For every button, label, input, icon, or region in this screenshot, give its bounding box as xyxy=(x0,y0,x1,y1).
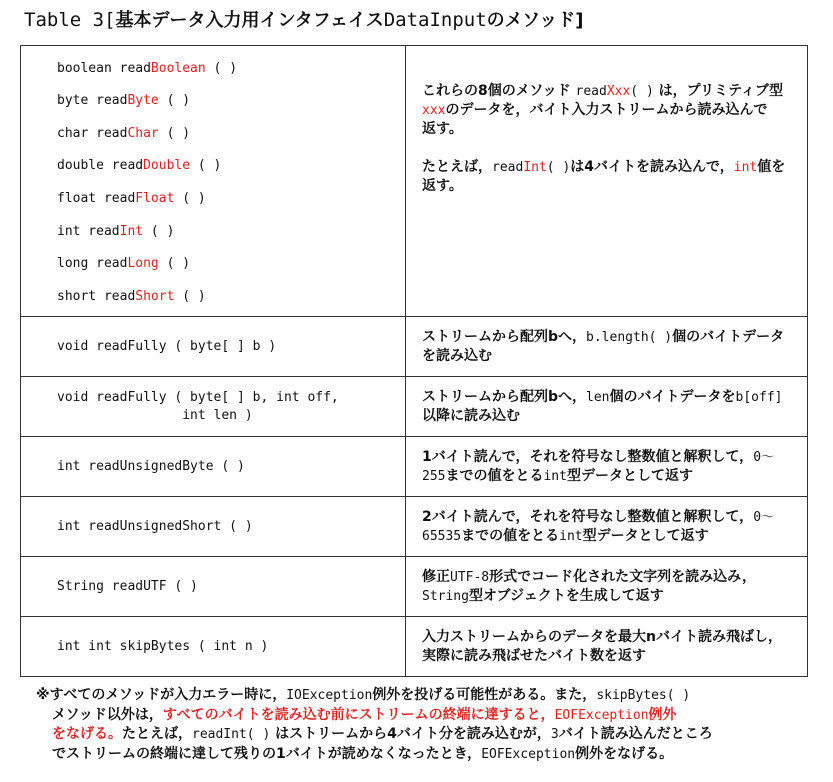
text-run: EOFException xyxy=(481,746,576,762)
text-run: 1バイト読んで，それを符号なし整数値と解釈して， xyxy=(422,448,754,465)
text-run: は，プリミティブ型 xyxy=(653,83,783,99)
text-run: char read xyxy=(57,125,128,141)
method-signature xyxy=(57,248,405,281)
method-description-cell xyxy=(406,317,808,377)
text-run: b[off] xyxy=(735,389,783,405)
text-run: ストリームから配列bへ， xyxy=(422,328,587,345)
text-run: はストリームから4バイト分を読み込むが， xyxy=(270,726,551,742)
text-run: ( ) xyxy=(546,160,571,175)
text-run: ( ) xyxy=(205,60,238,76)
method-signature xyxy=(57,118,405,151)
description-line xyxy=(422,82,801,101)
method-signature xyxy=(57,85,405,118)
text-run: Int xyxy=(119,223,144,239)
method-description xyxy=(422,568,801,606)
text-run: Byte xyxy=(127,93,159,109)
text-run: 形式でコード化された文字列を読み込み， xyxy=(489,568,756,585)
title-prefix: Table 3[ xyxy=(24,9,116,31)
text-run: readInt( ) xyxy=(192,727,271,742)
title-suffix: のメソッド] xyxy=(486,10,584,31)
method-description-cell xyxy=(406,497,808,557)
text-run: 返す。 xyxy=(422,178,463,194)
footnote-line xyxy=(36,686,826,706)
description-line xyxy=(422,101,801,120)
text-run: int xyxy=(559,528,583,544)
text-run: 実際に読み飛ばせたバイト数を返す xyxy=(422,647,646,664)
description-line xyxy=(422,508,801,527)
text-run: 0〜 xyxy=(753,449,775,465)
method-signature-cell xyxy=(21,317,406,377)
text-run: 0〜 xyxy=(753,509,775,525)
method-signature-cell xyxy=(21,497,406,557)
text-run: read xyxy=(575,84,607,99)
text-run: ストリームから配列bへ， xyxy=(422,388,587,405)
text-run: ( ) xyxy=(174,288,206,304)
text-run: UTF-8 xyxy=(450,569,490,585)
text-run: ( ) xyxy=(190,158,222,174)
title-class-name: DataInput xyxy=(383,9,487,31)
method-description xyxy=(422,328,801,366)
text-run: でストリームの終端に達して残りの1バイトが読めなくなったとき， xyxy=(52,745,482,762)
method-signature: void readFully ( byte[ ] b ) xyxy=(57,338,277,354)
method-signature-cell xyxy=(21,437,406,497)
text-run: 255 xyxy=(422,468,446,484)
text-run: 例外 xyxy=(648,706,677,723)
description-line xyxy=(422,120,801,139)
text-run: Double xyxy=(143,158,191,174)
description-line xyxy=(422,158,801,177)
description-line xyxy=(422,467,801,486)
text-run: これらの8個のメソッド xyxy=(422,83,576,99)
description-line xyxy=(422,407,801,426)
table-row xyxy=(21,497,808,557)
text-run: long read xyxy=(57,256,128,272)
text-run: Long xyxy=(127,256,159,272)
description-line xyxy=(422,587,801,606)
text-run: 例外をなげる。 xyxy=(575,745,674,762)
text-run: を読み込む xyxy=(422,347,492,364)
description-paragraph xyxy=(422,82,801,139)
text-run: 2バイト読んで，それを符号なし整数値と解釈して， xyxy=(422,508,754,525)
text-run: をなげる。 xyxy=(52,726,122,742)
text-run: 例外を投げる可能性がある。また， xyxy=(372,687,597,703)
text-run: 入力ストリームからのデータを最大nバイト読み飛ばし， xyxy=(422,628,782,645)
method-signature xyxy=(57,216,405,249)
text-run: は4バイトを読み込んで， xyxy=(570,159,734,175)
method-description xyxy=(422,508,801,546)
method-description-cell xyxy=(406,557,808,617)
text-run: までの値をとる xyxy=(445,467,544,484)
text-run: short read xyxy=(57,288,136,304)
description-line xyxy=(422,347,801,366)
text-run: Char xyxy=(127,125,159,141)
text-run: Int xyxy=(523,160,547,175)
description-line xyxy=(422,527,801,546)
text-run: float read xyxy=(57,191,136,206)
text-run: すべてのバイトを読み込む前にストリームの終端に達すると， xyxy=(162,706,555,723)
table-row xyxy=(21,317,808,377)
footnote-line xyxy=(36,725,826,745)
text-run: ( ) xyxy=(158,256,191,272)
text-run: たとえば， xyxy=(422,159,492,175)
method-description-cell xyxy=(406,46,808,317)
method-signature-cell xyxy=(21,46,406,317)
text-run: メソッド以外は， xyxy=(52,706,163,723)
text-run: 型オブジェクトを生成して返す xyxy=(468,587,664,604)
method-description-cell xyxy=(406,617,808,677)
title-jp: 基本データ入力用インタフェイス xyxy=(115,10,384,31)
text-run: double read xyxy=(57,158,144,174)
text-run: int xyxy=(733,160,758,175)
text-run: b.length( ) xyxy=(586,329,673,345)
text-run: Xxx xyxy=(606,84,631,99)
method-table xyxy=(20,45,808,677)
text-run: ( ) xyxy=(158,125,191,141)
description-line xyxy=(422,388,801,407)
text-run: ( ) xyxy=(143,223,175,239)
text-run: 3 xyxy=(550,727,559,742)
method-description xyxy=(422,388,801,426)
method-description-cell xyxy=(406,437,808,497)
description-paragraph xyxy=(422,158,801,196)
text-run: 以降に読み込む xyxy=(422,407,520,424)
footnote-line xyxy=(36,706,826,726)
footnote-line xyxy=(36,745,826,765)
text-run: EOFException xyxy=(554,707,649,723)
text-run: ( ) xyxy=(630,84,654,99)
text-run: len xyxy=(586,389,610,405)
description-line xyxy=(422,177,801,196)
method-signature xyxy=(57,281,405,314)
text-run: 型データとして返す xyxy=(566,467,693,484)
text-run: IOException xyxy=(286,688,373,703)
method-signature: String readUTF ( ) xyxy=(57,578,198,594)
method-signature xyxy=(57,53,405,86)
method-signature-cell xyxy=(21,557,406,617)
method-signature xyxy=(57,150,405,183)
method-signature: int int skipBytes ( int n ) xyxy=(57,638,269,654)
text-run: 値を xyxy=(757,159,786,175)
table-row xyxy=(21,617,808,677)
table-row xyxy=(21,437,808,497)
text-run: 個のバイトデータ xyxy=(672,328,785,345)
description-line xyxy=(422,647,801,666)
text-run: 型データとして返す xyxy=(582,527,709,544)
method-description xyxy=(422,628,801,666)
description-line xyxy=(422,568,801,587)
method-signature: void readFully ( byte[ ] b, int off, int len ) xyxy=(57,389,339,423)
text-run: skipBytes( ) xyxy=(596,688,691,703)
text-run: たとえば， xyxy=(122,726,192,742)
method-signature: int readUnsignedByte ( ) xyxy=(57,458,245,474)
description-line xyxy=(422,328,801,347)
text-run: ※すべてのメソッドが入力エラー時に， xyxy=(36,687,287,703)
text-run: xxx xyxy=(422,103,446,118)
text-run: boolean read xyxy=(57,60,151,76)
method-signature-cell xyxy=(21,617,406,677)
text-run: Float xyxy=(135,191,175,206)
text-run: Boolean xyxy=(150,60,206,76)
text-run: 個のバイトデータを xyxy=(609,388,736,405)
text-run: int xyxy=(543,468,567,484)
text-run: 修正 xyxy=(422,568,450,585)
text-run: ( ) xyxy=(174,191,206,206)
text-run: int read xyxy=(57,223,120,239)
method-description xyxy=(422,82,801,196)
method-signature: int readUnsignedShort ( ) xyxy=(57,518,253,534)
description-line xyxy=(422,628,801,647)
description-line xyxy=(422,448,801,467)
table-title xyxy=(24,6,583,32)
text-run: までの値をとる xyxy=(461,527,560,544)
text-run: Short xyxy=(135,288,175,304)
text-run: バイト読み込んだところ xyxy=(558,726,713,742)
method-table-body xyxy=(21,46,808,677)
text-run: String xyxy=(422,588,469,604)
method-signature-cell xyxy=(21,377,406,437)
text-run: のデータを，バイト入力ストリームから読み込んで xyxy=(445,102,768,118)
method-description-cell xyxy=(406,377,808,437)
text-run: ( ) xyxy=(158,93,191,109)
table-row xyxy=(21,377,808,437)
text-run: read xyxy=(492,160,524,175)
text-run: 65535 xyxy=(422,528,462,544)
text-run: byte read xyxy=(57,93,128,109)
method-signature xyxy=(57,183,405,216)
footnote xyxy=(36,686,826,764)
table-row xyxy=(21,557,808,617)
text-run: 返す。 xyxy=(422,121,463,137)
table-row xyxy=(21,46,808,317)
method-description xyxy=(422,448,801,486)
